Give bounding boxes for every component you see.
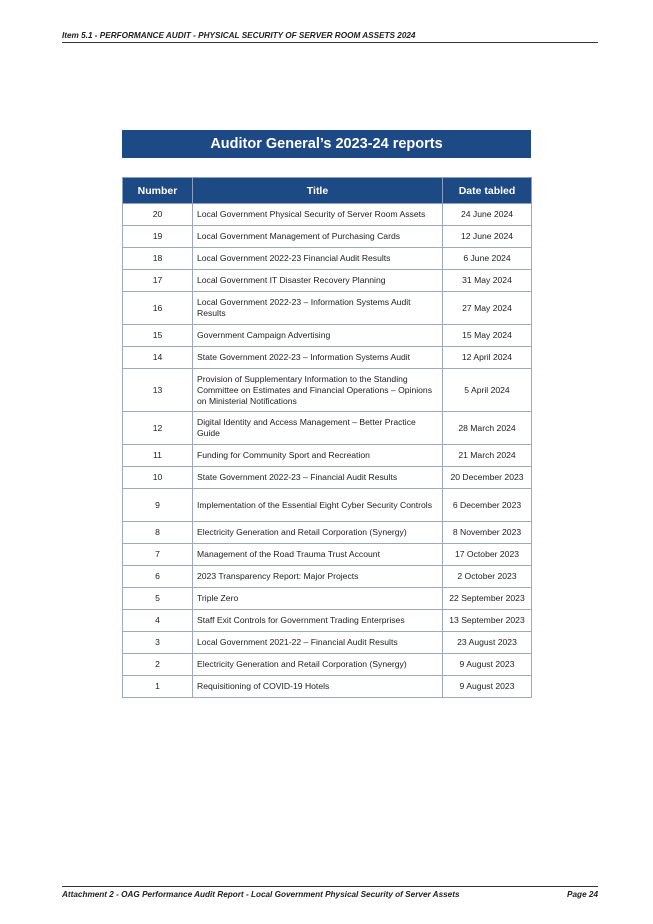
- table-row: [123, 467, 532, 489]
- table-row: [123, 292, 532, 325]
- report-number: 14: [123, 347, 193, 369]
- report-number: 19: [123, 226, 193, 248]
- table-header-row: [123, 178, 532, 204]
- report-date: 2 October 2023: [443, 566, 532, 588]
- report-number: 6: [123, 566, 193, 588]
- report-date: 23 August 2023: [443, 632, 532, 654]
- report-date: 17 October 2023: [443, 544, 532, 566]
- report-title: Local Government IT Disaster Recovery Planning: [193, 270, 443, 292]
- table-row: [123, 489, 532, 522]
- table-row: [123, 248, 532, 270]
- report-number: 8: [123, 522, 193, 544]
- report-title: 2023 Transparency Report: Major Projects: [193, 566, 443, 588]
- page-header: Item 5.1 - PERFORMANCE AUDIT - PHYSICAL SECURITY OF SERVER ROOM ASSETS 2024: [62, 31, 598, 43]
- report-title: Digital Identity and Access Management – Better Practice Guide: [193, 412, 443, 445]
- report-title: Local Government Physical Security of Server Room Assets: [193, 204, 443, 226]
- report-number: 15: [123, 325, 193, 347]
- report-title: Provision of Supplementary Information to the Standing Committee on Estimates and Financial Operations – Opinions on Ministerial Notifications: [193, 369, 443, 412]
- report-date: 6 June 2024: [443, 248, 532, 270]
- report-title: Local Government Management of Purchasing Cards: [193, 226, 443, 248]
- table-row: [123, 610, 532, 632]
- report-number: 11: [123, 445, 193, 467]
- report-number: 18: [123, 248, 193, 270]
- report-number: 9: [123, 489, 193, 522]
- table-row: [123, 632, 532, 654]
- report-title: Electricity Generation and Retail Corporation (Synergy): [193, 522, 443, 544]
- table-row: [123, 369, 532, 412]
- table-row: [123, 347, 532, 369]
- report-number: 7: [123, 544, 193, 566]
- report-title: Implementation of the Essential Eight Cyber Security Controls: [193, 489, 443, 522]
- report-date: 28 March 2024: [443, 412, 532, 445]
- report-title: Staff Exit Controls for Government Trading Enterprises: [193, 610, 443, 632]
- report-title: Requisitioning of COVID-19 Hotels: [193, 676, 443, 698]
- table-row: [123, 676, 532, 698]
- table-row: [123, 566, 532, 588]
- table-row: [123, 325, 532, 347]
- report-number: 10: [123, 467, 193, 489]
- report-title: Triple Zero: [193, 588, 443, 610]
- report-date: 21 March 2024: [443, 445, 532, 467]
- report-date: 9 August 2023: [443, 654, 532, 676]
- report-date: 13 September 2023: [443, 610, 532, 632]
- report-title: Local Government 2022-23 – Information Systems Audit Results: [193, 292, 443, 325]
- table-row: [123, 654, 532, 676]
- report-number: 13: [123, 369, 193, 412]
- report-date: 9 August 2023: [443, 676, 532, 698]
- table-row: [123, 270, 532, 292]
- report-title: Local Government 2021-22 – Financial Audit Results: [193, 632, 443, 654]
- report-date: 6 December 2023: [443, 489, 532, 522]
- report-title: Government Campaign Advertising: [193, 325, 443, 347]
- report-title: Local Government 2022-23 Financial Audit Results: [193, 248, 443, 270]
- table-row: [123, 544, 532, 566]
- report-title: State Government 2022-23 – Information Systems Audit: [193, 347, 443, 369]
- footer-attachment-label: Attachment 2 - OAG Performance Audit Report - Local Government Physical Security of Server Assets: [62, 890, 460, 899]
- table-row: [123, 588, 532, 610]
- report-title: Funding for Community Sport and Recreation: [193, 445, 443, 467]
- reports-banner: [122, 130, 531, 158]
- report-number: 3: [123, 632, 193, 654]
- banner-title: Auditor General’s 2023-24 reports: [210, 136, 443, 152]
- report-number: 17: [123, 270, 193, 292]
- table-row: [123, 412, 532, 445]
- table-row: [123, 522, 532, 544]
- report-number: 16: [123, 292, 193, 325]
- report-date: 8 November 2023: [443, 522, 532, 544]
- report-date: 5 April 2024: [443, 369, 532, 412]
- report-date: 12 June 2024: [443, 226, 532, 248]
- column-header-date: Date tabled: [443, 178, 532, 204]
- report-number: 1: [123, 676, 193, 698]
- table-row: [123, 445, 532, 467]
- report-number: 2: [123, 654, 193, 676]
- page-footer: [62, 886, 598, 899]
- table-row: [123, 204, 532, 226]
- column-header-title: Title: [193, 178, 443, 204]
- report-date: 20 December 2023: [443, 467, 532, 489]
- report-title: Electricity Generation and Retail Corporation (Synergy): [193, 654, 443, 676]
- report-number: 5: [123, 588, 193, 610]
- column-header-number: Number: [123, 178, 193, 204]
- report-date: 15 May 2024: [443, 325, 532, 347]
- report-date: 27 May 2024: [443, 292, 532, 325]
- report-number: 4: [123, 610, 193, 632]
- report-date: 24 June 2024: [443, 204, 532, 226]
- report-title: Management of the Road Trauma Trust Account: [193, 544, 443, 566]
- report-date: 22 September 2023: [443, 588, 532, 610]
- report-date: 12 April 2024: [443, 347, 532, 369]
- footer-page-number: Page 24: [567, 890, 598, 899]
- report-date: 31 May 2024: [443, 270, 532, 292]
- report-number: 20: [123, 204, 193, 226]
- report-number: 12: [123, 412, 193, 445]
- table-row: [123, 226, 532, 248]
- reports-table: [122, 177, 532, 698]
- report-title: State Government 2022-23 – Financial Audit Results: [193, 467, 443, 489]
